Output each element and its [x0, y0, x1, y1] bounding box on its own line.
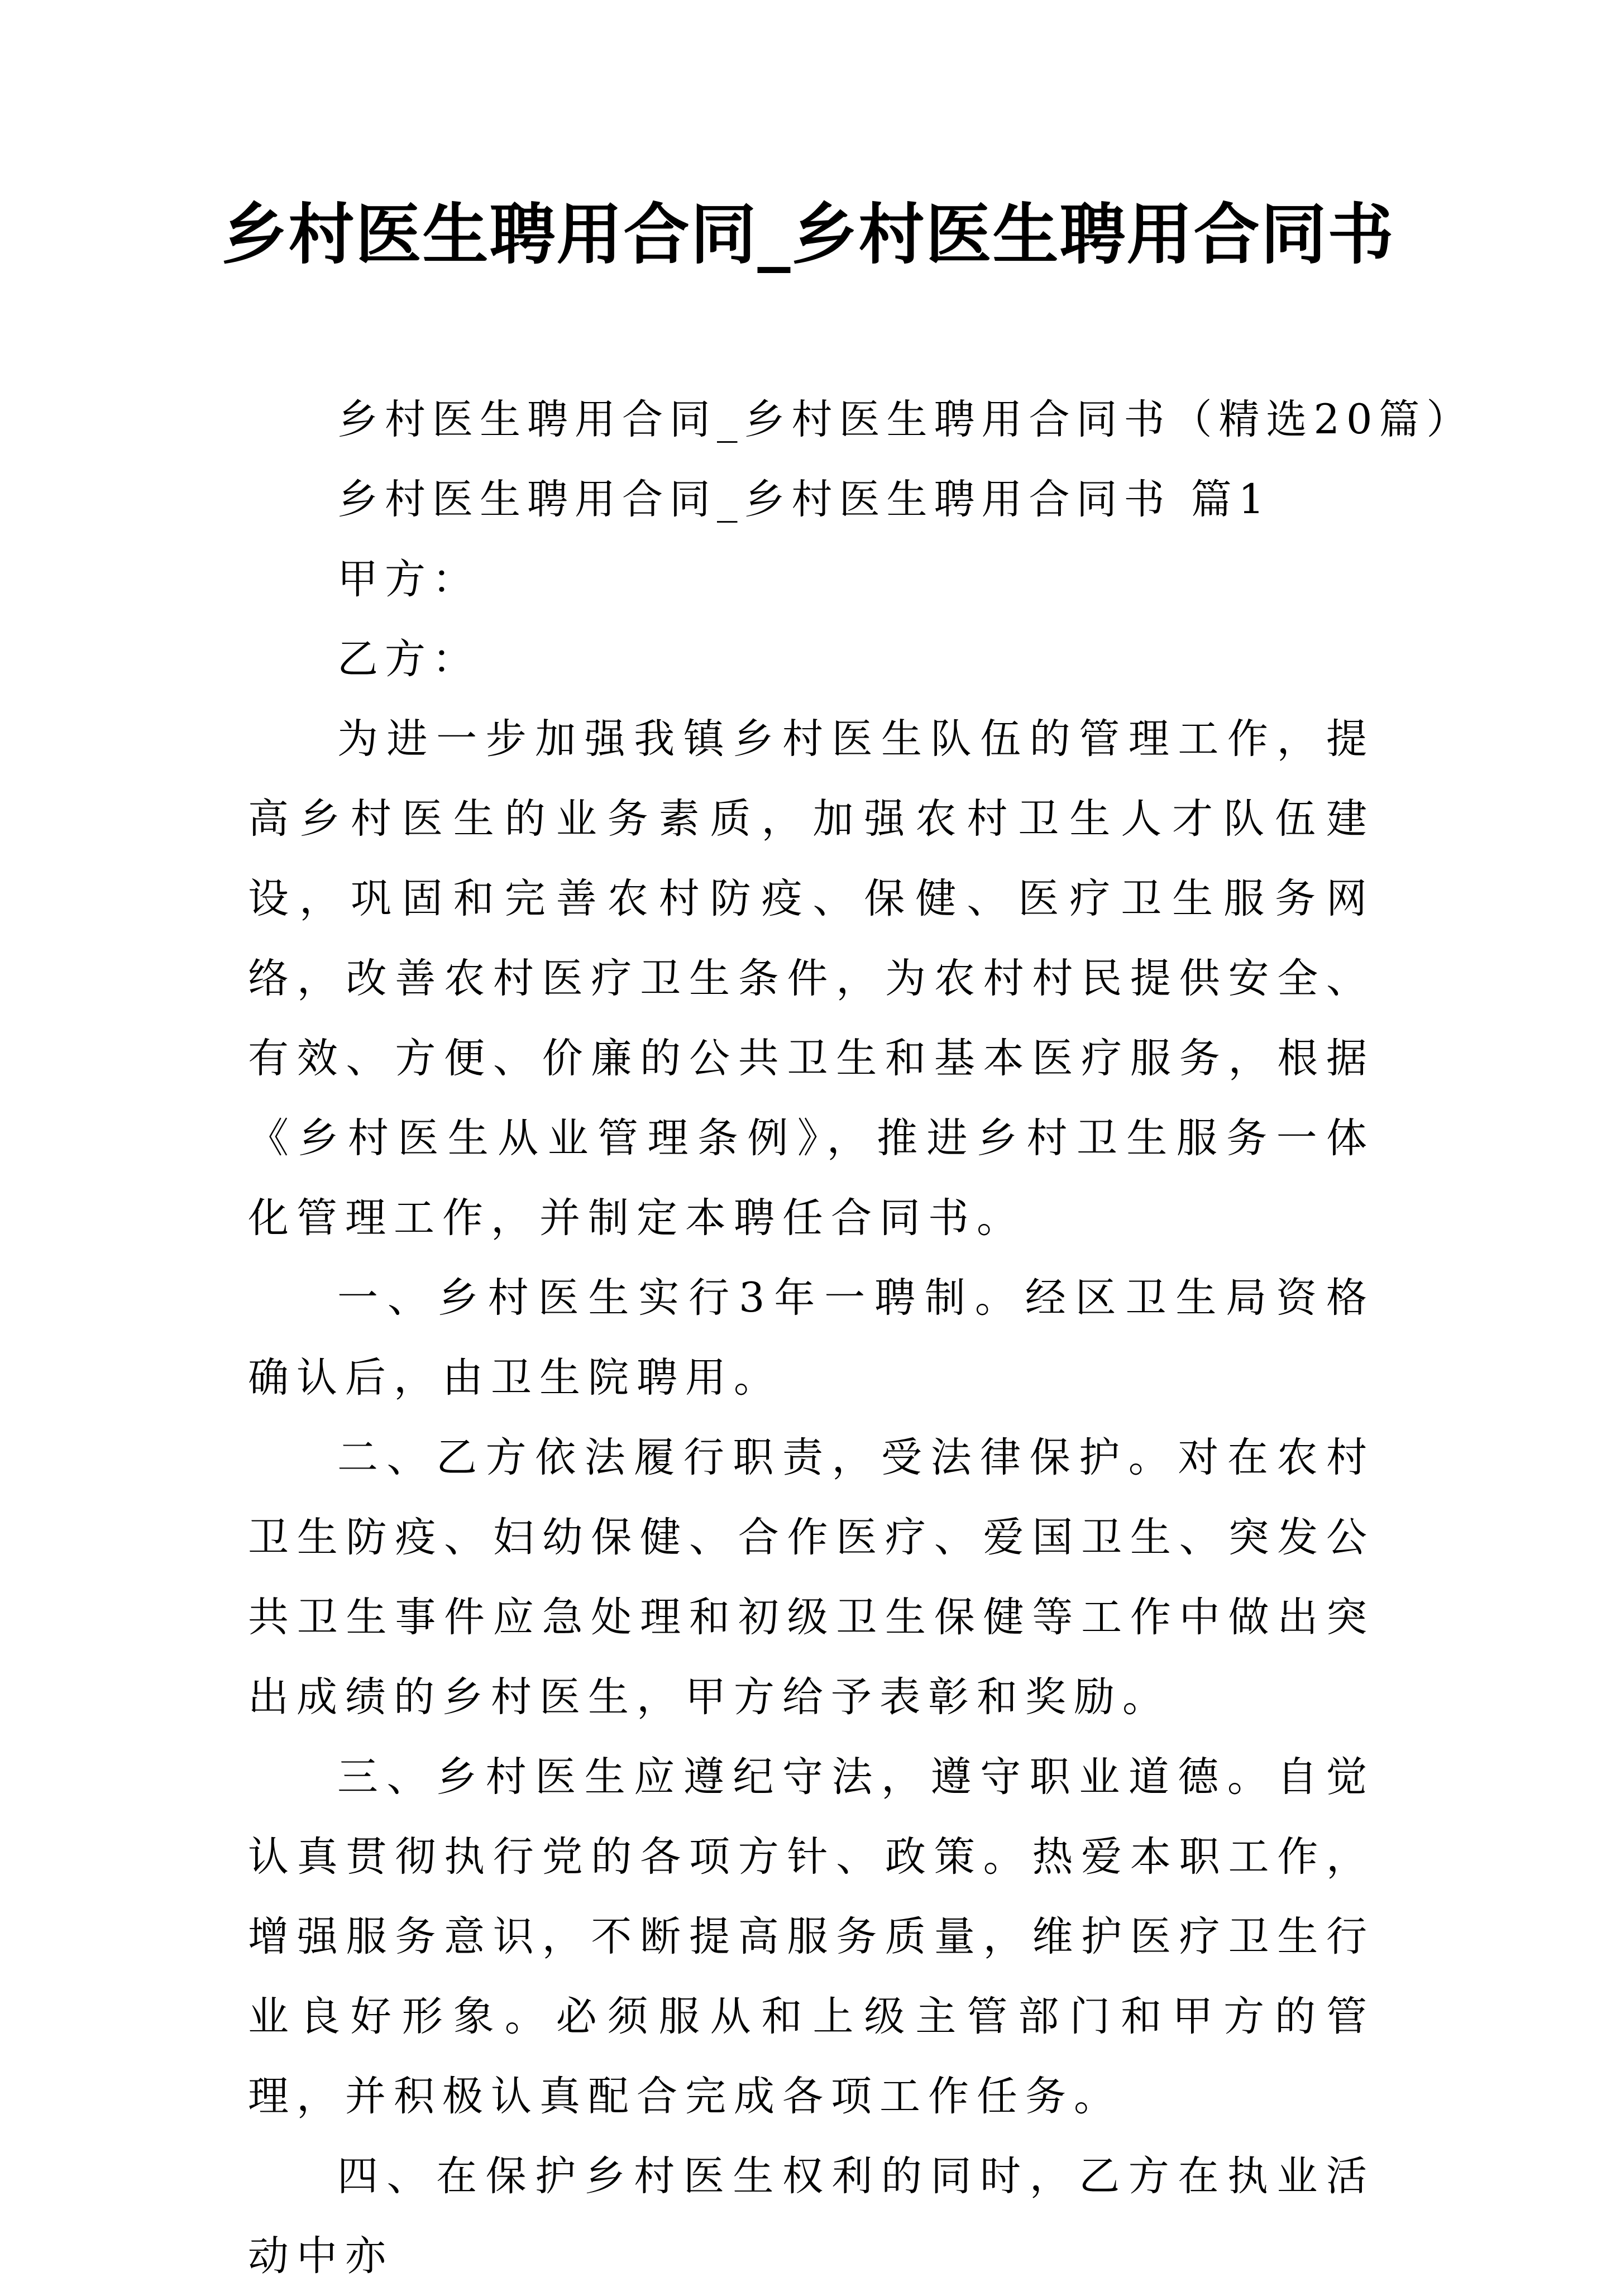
paragraph-preamble: 为进一步加强我镇乡村医生队伍的管理工作，提高乡村医生的业务素质，加强农村卫生人才队伍建设，巩固和完善农村防疫、保健、医疗卫生服务网络，改善农村医疗卫生条件，为农村村民提供安全、有效、方便、价廉的公共卫生和基本医疗服务，根据《乡村医生从业管理条例》，推进乡村卫生服务一体化管理工作，并制定本聘任合同书。 — [248, 715, 1375, 1242]
document-body — [248, 380, 1474, 2296]
paragraph-clause-4: 四、在保护乡村医生权利的同时，乙方在执业活动中亦 — [248, 2152, 1375, 2280]
party-a-line: 甲方： — [337, 556, 480, 603]
party-b-line: 乙方： — [337, 635, 480, 683]
paragraph-clause-2: 二、乙方依法履行职责，受法律保护。对在农村卫生防疫、妇幼保健、合作医疗、爱国卫生、突发公共卫生事件应急处理和初级卫生保健等工作中做出突出成绩的乡村医生，甲方给予表彰和奖励。 — [248, 1434, 1375, 1721]
section-heading: 乡村医生聘用合同_乡村医生聘用合同书 篇1 — [337, 476, 1271, 523]
document-title: 乡村医生聘用合同_乡村医生聘用合同书 — [221, 196, 1395, 273]
paragraph-clause-3: 三、乡村医生应遵纪守法，遵守职业道德。自觉认真贯彻执行党的各项方针、政策。热爱本职工作，增强服务意识，不断提高服务质量，维护医疗卫生行业良好形象。必须服从和上级主管部门和甲方的管理，并积极认真配合完成各项工作任务。 — [248, 1753, 1375, 2120]
document-subtitle: 乡村医生聘用合同_乡村医生聘用合同书（精选20篇） — [337, 396, 1474, 443]
paragraph-clause-1: 一、乡村医生实行3年一聘制。经区卫生局资格确认后，由卫生院聘用。 — [248, 1274, 1375, 1401]
